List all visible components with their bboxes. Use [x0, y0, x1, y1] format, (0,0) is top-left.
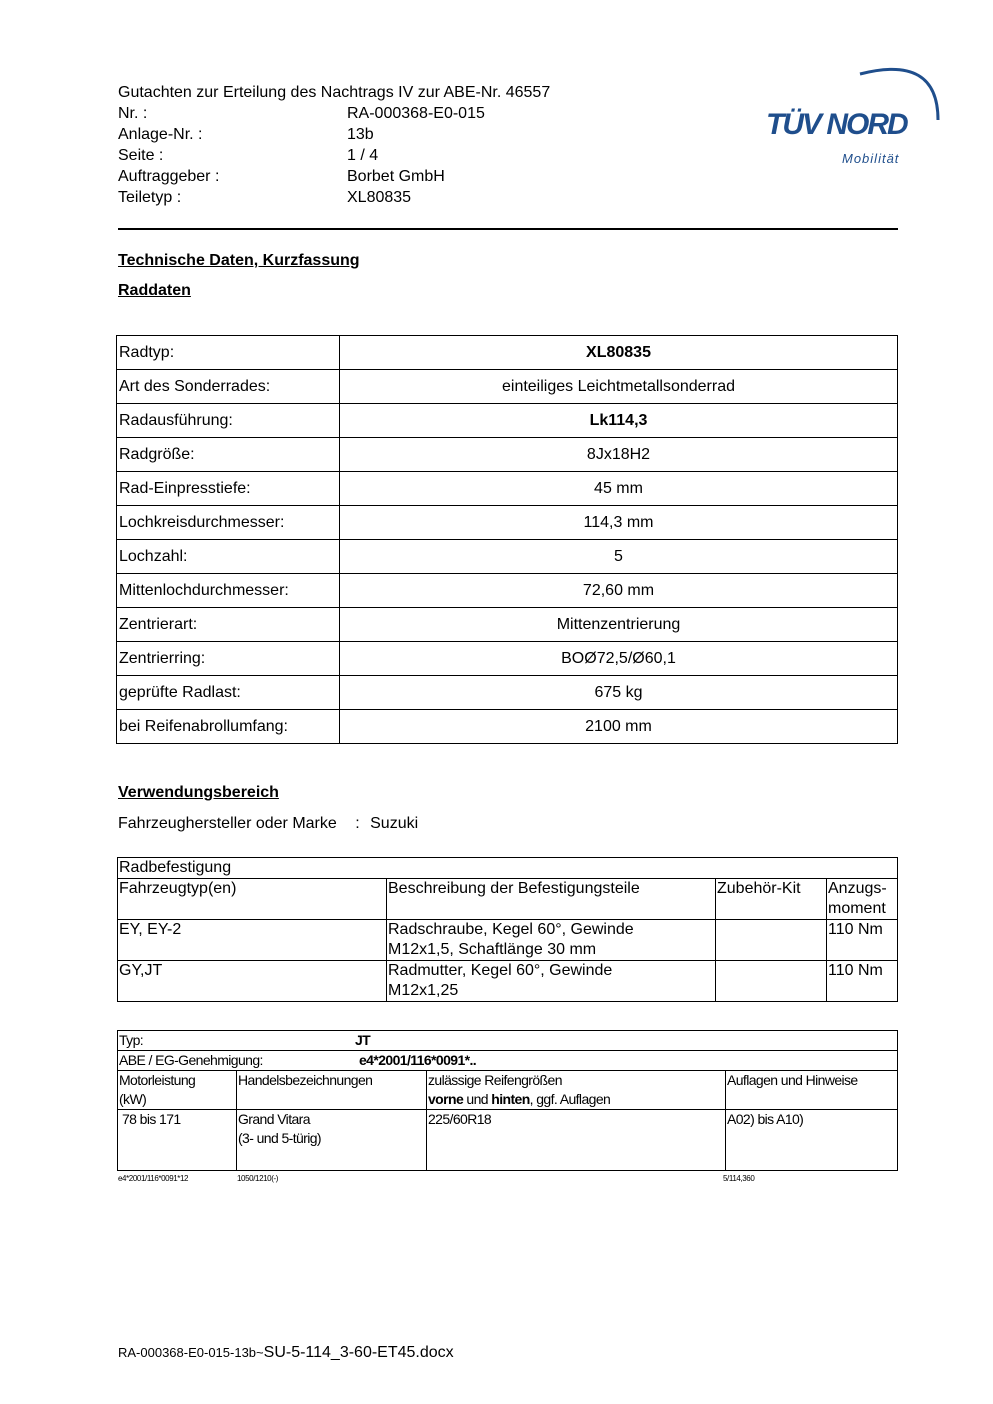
raddaten-label: Rad-Einpresstiefe: — [117, 472, 340, 506]
col-reifengroessen — [427, 1071, 726, 1110]
header-divider — [118, 228, 898, 230]
header-label-seite: Seite : — [118, 147, 164, 164]
col-reifen-rest: , ggf. Auflagen — [529, 1091, 611, 1107]
table-row — [117, 540, 898, 574]
row-desc — [387, 961, 716, 1002]
raddaten-label: Radgröße: — [117, 438, 340, 472]
col-reifen-vorne: vorne — [428, 1091, 464, 1107]
col-reifen-line1: zulässige Reifengrößen — [428, 1072, 562, 1088]
table-row — [117, 472, 898, 506]
typ-value: JT — [355, 1032, 371, 1048]
abe-value: e4*2001/116*0091*.. — [359, 1052, 477, 1068]
col-beschreibung: Beschreibung der Befestigungsteile — [387, 879, 716, 920]
raddaten-value: BOØ72,5/Ø60,1 — [340, 642, 898, 676]
raddaten-label: Zentrierring: — [117, 642, 340, 676]
raddaten-value: 8Jx18H2 — [340, 438, 898, 472]
row-tyres: 225/60R18 — [427, 1110, 726, 1171]
header-label-teiletyp: Teiletyp : — [118, 189, 182, 206]
table-row — [117, 676, 898, 710]
raddaten-value: Lk114,3 — [340, 404, 898, 438]
typ-table — [117, 1030, 898, 1171]
raddaten-label: Lochkreisdurchmesser: — [117, 506, 340, 540]
header-value-teiletyp: XL80835 — [347, 189, 412, 206]
raddaten-label: geprüfte Radlast: — [117, 676, 340, 710]
table-row — [117, 370, 898, 404]
row-name-line1: Grand Vitara — [238, 1111, 310, 1127]
row-desc — [387, 920, 716, 961]
col-reifen-hinten: hinten — [491, 1091, 530, 1107]
raddaten-value: 675 kg — [340, 676, 898, 710]
tiny-note-pcd: 5/114,360 — [723, 1174, 755, 1183]
logo-brand: TÜV NORD — [766, 108, 907, 141]
row-desc-line1: Radmutter, Kegel 60°, Gewinde — [388, 962, 613, 979]
row-kit — [716, 920, 827, 961]
maker-separator: : — [355, 815, 360, 832]
table-row — [117, 438, 898, 472]
radbefestigung-table — [117, 857, 898, 1002]
tiny-note-approval: e4*2001/116*0091*12 — [118, 1174, 189, 1183]
footer-filename — [118, 1344, 454, 1362]
col-zubehoer-kit: Zubehör-Kit — [716, 879, 827, 920]
row-power: 78 bis 171 — [118, 1110, 237, 1171]
row-name — [237, 1110, 427, 1171]
row-kit — [716, 961, 827, 1002]
tuev-nord-logo — [760, 58, 945, 173]
raddaten-value: 5 — [340, 540, 898, 574]
row-notes: A02) bis A10) — [726, 1110, 898, 1171]
table-row — [118, 961, 898, 1002]
table-row — [117, 710, 898, 744]
col-reifen-line2 — [428, 1090, 724, 1109]
col-motorleistung — [118, 1071, 237, 1110]
row-name-line2: (3- und 5-türig) — [238, 1130, 321, 1146]
raddaten-label: Radtyp: — [117, 336, 340, 370]
header-value-nr: RA-000368-E0-015 — [347, 105, 485, 122]
maker-value: Suzuki — [370, 815, 419, 832]
raddaten-label: bei Reifenabrollumfang: — [117, 710, 340, 744]
row-desc-line1: Radschraube, Kegel 60°, Gewinde — [388, 921, 634, 938]
raddaten-value: einteiliges Leichtmetallsonderrad — [340, 370, 898, 404]
typ-row — [118, 1031, 898, 1051]
section-subtitle-raddaten: Raddaten — [118, 282, 191, 299]
raddaten-value: 2100 mm — [340, 710, 898, 744]
row-moment: 110 Nm — [827, 920, 898, 961]
table-row — [118, 920, 898, 961]
col-handelsbezeichnungen: Handelsbezeichnungen — [237, 1071, 427, 1110]
row-desc-line2: M12x1,25 — [388, 982, 459, 999]
raddaten-value: 45 mm — [340, 472, 898, 506]
row-typ: GY,JT — [118, 961, 387, 1002]
document-title: Gutachten zur Erteilung des Nachtrags IV zur ABE-Nr. 46557 — [118, 84, 551, 101]
table-row — [117, 506, 898, 540]
raddaten-label: Art des Sonderrades: — [117, 370, 340, 404]
abe-row — [118, 1051, 898, 1071]
table-row — [118, 1110, 898, 1171]
header-value-auftraggeber: Borbet GmbH — [347, 168, 445, 185]
maker-label: Fahrzeughersteller oder Marke — [118, 815, 337, 832]
header-label-auftraggeber: Auftraggeber : — [118, 168, 220, 185]
footer-filename-small: RA-000368-E0-015-13b~ — [118, 1345, 264, 1360]
table-row — [117, 642, 898, 676]
col-motorleistung-line2: (kW) — [119, 1091, 147, 1107]
typ-label: Typ: — [119, 1032, 144, 1048]
raddaten-label: Radausführung: — [117, 404, 340, 438]
table-row — [117, 404, 898, 438]
footer-filename-large: SU-5-114_3-60-ET45.docx — [263, 1344, 454, 1361]
col-reifen-und: und — [463, 1091, 492, 1107]
radbefestigung-title: Radbefestigung — [118, 858, 898, 879]
raddaten-label: Mittenlochdurchmesser: — [117, 574, 340, 608]
col-anzugsmoment — [827, 879, 898, 920]
header-value-seite: 1 / 4 — [347, 147, 379, 164]
table-row — [117, 336, 898, 370]
abe-label: ABE / EG-Genehmigung: — [119, 1052, 263, 1068]
section-title-technische-daten: Technische Daten, Kurzfassung — [118, 252, 360, 269]
maker-row — [118, 815, 418, 833]
tiny-note-weight: 1050/1210(-) — [237, 1174, 279, 1183]
logo-sub: Mobilität — [842, 151, 900, 166]
raddaten-value: 72,60 mm — [340, 574, 898, 608]
table-row — [117, 574, 898, 608]
table-row — [117, 608, 898, 642]
row-desc-line2: M12x1,5, Schaftlänge 30 mm — [388, 941, 597, 958]
raddaten-value: Mittenzentrierung — [340, 608, 898, 642]
raddaten-label: Zentrierart: — [117, 608, 340, 642]
section-title-verwendungsbereich: Verwendungsbereich — [118, 784, 279, 801]
row-moment: 110 Nm — [827, 961, 898, 1002]
col-fahrzeugtyp: Fahrzeugtyp(en) — [118, 879, 387, 920]
anzugsmoment-text: Anzugs- moment — [828, 880, 887, 917]
col-auflagen: Auflagen und Hinweise — [726, 1071, 898, 1110]
raddaten-table — [116, 335, 898, 744]
header-label-nr: Nr. : — [118, 105, 148, 122]
row-typ: EY, EY-2 — [118, 920, 387, 961]
header-value-anlage: 13b — [347, 126, 374, 143]
header-label-anlage: Anlage-Nr. : — [118, 126, 203, 143]
raddaten-value: XL80835 — [340, 336, 898, 370]
col-motorleistung-line1: Motorleistung — [119, 1072, 196, 1088]
raddaten-value: 114,3 mm — [340, 506, 898, 540]
raddaten-label: Lochzahl: — [117, 540, 340, 574]
